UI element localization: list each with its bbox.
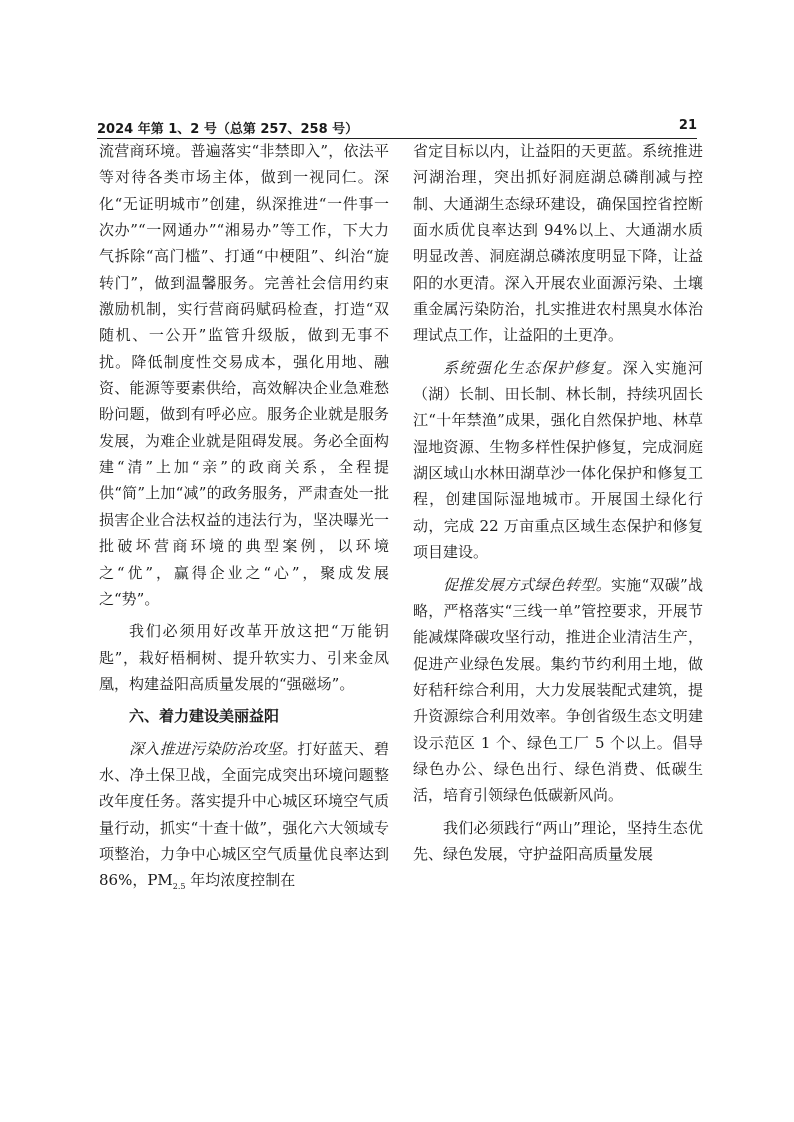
paragraph: 省定目标以内，让益阳的天更蓝。系统推进河湖治理，突出抓好洞庭湖总磷削减与控制、大通湖生态绿环建设，确保国控省控断面水质优良率达到 94%以上、大通湖水质明显改善、洞庭湖总磷浓度明显下降，让益阳的水更清。深入开展农业面源污染、土壤重金属污染防治，扎实推进农村黑臭水体治理试点工作，让益阳的土更净。 [413,142,703,345]
page-number: 21 [678,118,697,133]
paragraph: 深入推进污染防治攻坚。打好蓝天、碧水、净土保卫战，全面完成突出环境问题整改年度任务。落实提升中心城区环境空气质量行动，抓实“十查十做”，强化六大领域专项整治，力争中心城区空气质量优良率达到 86%，$PM_{2.5}$ 年均浓度控制在 [99,739,389,892]
running-header [97,116,697,139]
subscript: 2.5 [172,882,186,892]
left-column [99,138,389,900]
paragraph: 我们必须践行“两山”理论，坚持生态优先、绿色发展，守护益阳高质量发展 [413,818,703,863]
paragraph-lead: 深入推进污染防治攻坚。 [129,739,298,758]
paragraph-lead: 系统强化生态保护修复。 [443,358,623,377]
issue-info: 2024 年第 1、2 号（总第 257、258 号） [97,122,359,137]
paragraph: 我们必须用好改革开放这把“万能钥匙”，栽好梧桐树、提升软实力、引来金凤凰，构建益阳高质量发展的“强磁场”。 [99,622,389,693]
paragraph-lead: 促推发展方式绿色转型。 [443,575,612,594]
section-heading: 六、着力建设美丽益阳 [129,707,280,726]
paragraph: 流营商环境。普遍落实“非禁即入”，依法平等对待各类市场主体，做到一视同仁。深化“无证明城市”创建，纵深推进“一件事一次办”“一网通办”“湘易办”等工作，下大力气拆除“高门槛”、打通“中梗阻”、纠治“旋转门”，做到温馨服务。完善社会信用约束激励机制，实行营商码赋码检查，打造“双随机、一公开”监管升级版，做到无事不扰。降低制度性交易成本，强化用地、融资、能源等要素供给，高效解决企业急难愁盼问题，做到有呼必应。服务企业就是服务发展，为难企业就是阻碍发展。务必全面构建“清”上加“亲”的政商关系，全程提供“简”上加“减”的政务服务，严肃查处一批损害企业合法权益的违法行为，坚决曝光一批破坏营商环境的典型案例，以环境之“优”，赢得企业之“心”，聚成发展之“势”。 [99,142,389,608]
paragraph: 促推发展方式绿色转型。实施“双碳”战略，严格落实“三线一单”管控要求，开展节能减煤降碳攻坚行动，推进企业清洁生产，促进产业绿色发展。集约节约利用土地，做好秸秆综合利用，大力发展装配式建筑，提升资源综合利用效率。争创省级生态文明建设示范区 1 个、绿色工厂 5 个以上。倡导绿色办公、绿色出行、绿色消费、低碳生活，培育引领绿色低碳新风尚。 [413,575,703,805]
paragraph: 系统强化生态保护修复。深入实施河（湖）长制、田长制、林长制，持续巩固长江“十年禁渔”成果，强化自然保护地、林草湿地资源、生物多样性保护修复，完成洞庭湖区域山水林田湖草沙一体化保护和修复工程，创建国际湿地城市。开展国土绿化行动，完成 22 万亩重点区域生态保护和修复项目建设。 [413,358,703,562]
right-column [413,138,703,873]
